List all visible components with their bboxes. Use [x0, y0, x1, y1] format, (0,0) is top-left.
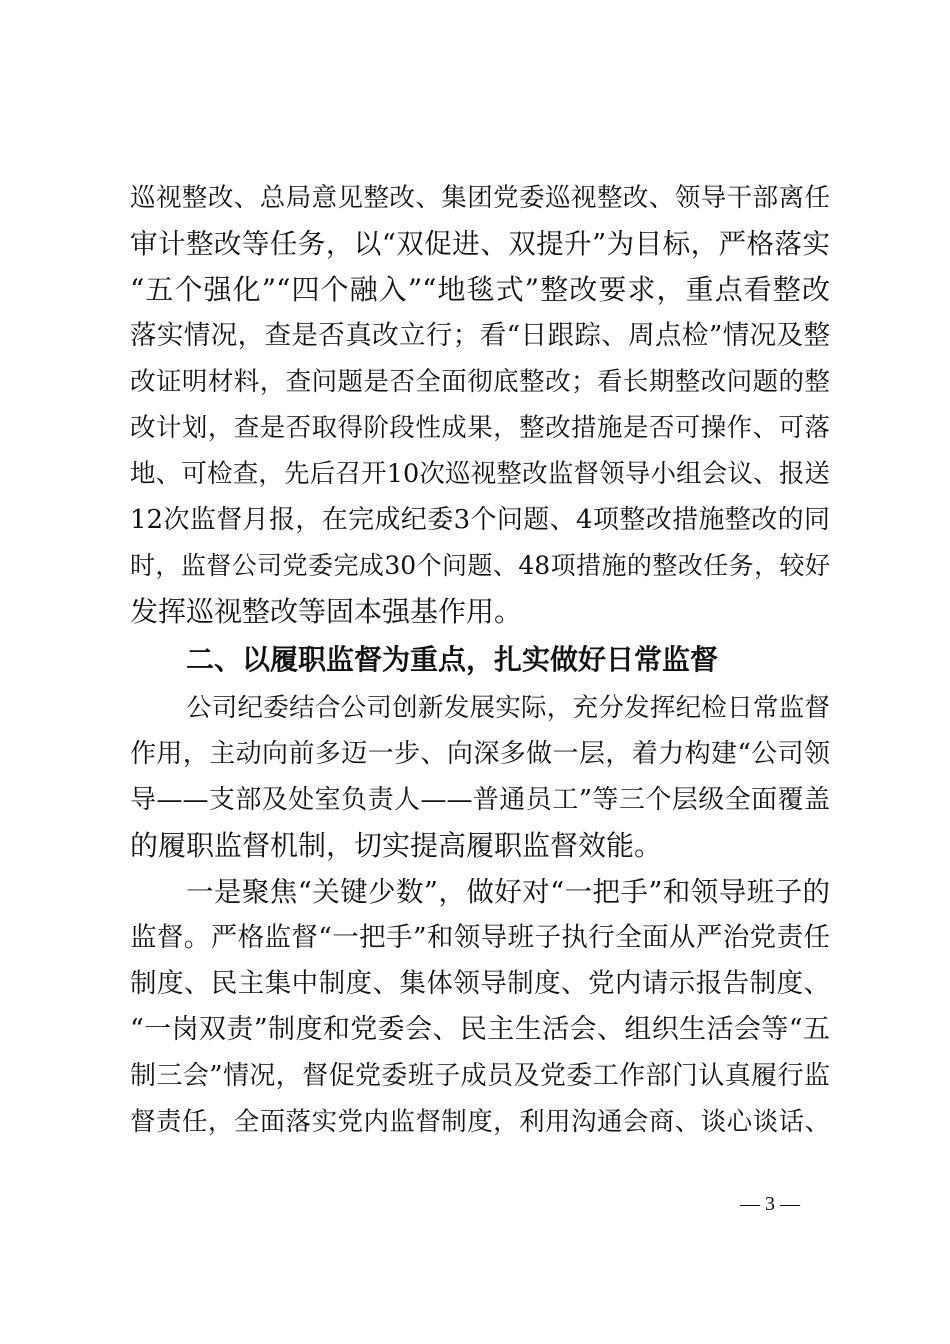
- paragraph-line: 巡视整改、总局意见整改、集团党委巡视整改、领导干部离任: [130, 183, 830, 213]
- paragraph-line: 公司纪委结合公司创新发展实际，充分发挥纪检日常监督: [186, 693, 830, 723]
- paragraph-line: 地、可检查，先后召开10次巡视整改监督领导小组会议、报送: [130, 459, 830, 489]
- paragraph-line: 改证明材料，查问题是否全面彻底整改；看长期整改问题的整: [130, 367, 830, 397]
- paragraph-line: 督责任，全面落实党内监督制度，利用沟通会商、谈心谈话、: [130, 1107, 830, 1137]
- paragraph-line: 制度、民主集中制度、集体领导制度、党内请示报告制度、: [130, 968, 830, 999]
- section-heading: 二、以履职监督为重点，扎实做好日常监督: [186, 643, 719, 676]
- page-number: — 3 —: [740, 1193, 800, 1215]
- paragraph-line: 改计划，查是否取得阶段性成果，整改措施是否可操作、可落: [130, 413, 830, 443]
- paragraph-line: 12次监督月报，在完成纪委3个问题、4项整改措施整改的同: [130, 505, 830, 535]
- paragraph-line: 发挥巡视整改等固本强基作用。: [130, 595, 523, 628]
- paragraph-line: 导——支部及处室负责人——普通员工”等三个层级全面覆盖: [130, 785, 830, 815]
- paragraph-line: 监督。严格监督“一把手”和领导班子执行全面从严治党责任: [130, 922, 830, 953]
- paragraph-line: 时，监督公司党委完成30个问题、48项措施的整改任务，较好: [130, 551, 830, 580]
- paragraph-line: “一岗双责”制度和党委会、民主生活会、组织生活会等“五: [130, 1014, 830, 1045]
- paragraph-line: 一是聚焦“关键少数”，做好对“一把手”和领导班子的: [186, 876, 830, 908]
- paragraph-line: 审计整改等任务，以“双促进、双提升”为目标，严格落实: [130, 228, 830, 260]
- paragraph-line: 制三会”情况，督促党委班子成员及党委工作部门认真履行监: [130, 1061, 830, 1091]
- paragraph-line: 作用，主动向前多迈一步、向深多做一层，着力构建“公司领: [130, 739, 830, 769]
- paragraph-line: 的履职监督机制，切实提高履职监督效能。: [130, 829, 663, 862]
- paragraph-line: 落实情况，查是否真改立行；看“日跟踪、周点检”情况及整: [130, 320, 830, 351]
- paragraph-line: “五个强化”“四个融入”“地毯式”整改要求，重点看整改: [130, 273, 830, 306]
